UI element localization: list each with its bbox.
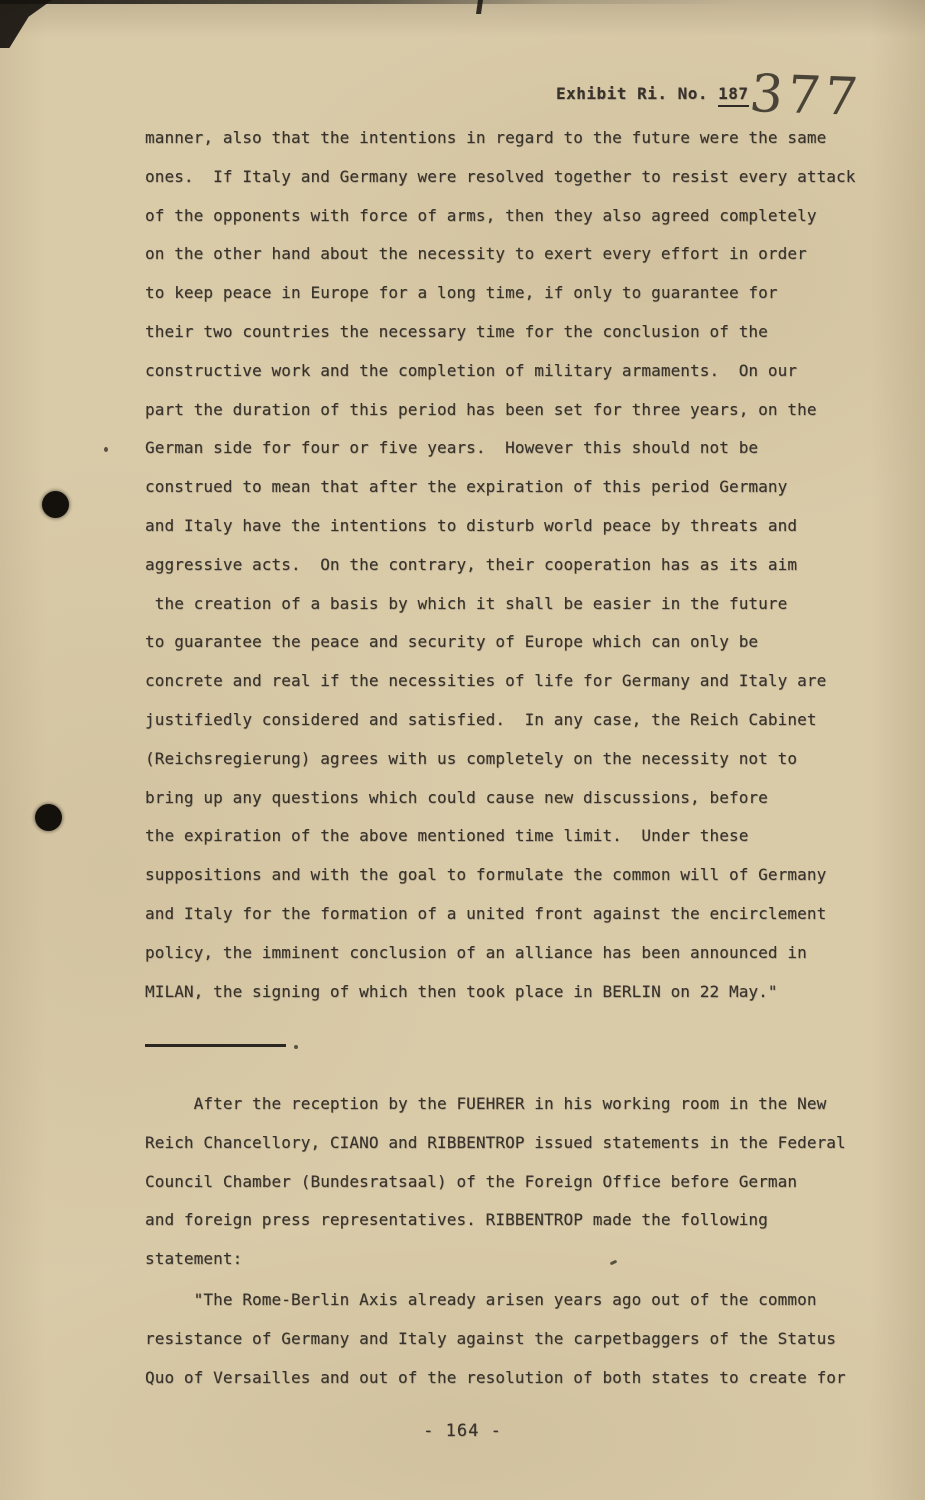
text-line: to guarantee the peace and security of Europe which can only be xyxy=(145,632,759,652)
text-line: the creation of a basis by which it shall be easier in the future xyxy=(145,593,788,613)
paragraph-quote-body xyxy=(145,119,885,1011)
text-line: resistance of Germany and Italy against the carpetbaggers of the Status xyxy=(145,1328,837,1348)
handwritten-number: 377 xyxy=(746,64,865,128)
text-line: to keep peace in Europe for a long time, if only to guarantee for xyxy=(145,283,778,303)
text-line: Quo of Versailles and out of the resolution of both states to create for xyxy=(145,1367,846,1387)
text-line: German side for four or five years. However this should not be xyxy=(145,438,759,458)
text-line: their two countries the necessary time for the conclusion of the xyxy=(145,321,768,341)
separator-line xyxy=(145,1044,286,1047)
paragraph-statement xyxy=(145,1281,885,1397)
text-line: and Italy for the formation of a united front against the encirclement xyxy=(145,903,827,923)
text-line: the expiration of the above mentioned time limit. Under these xyxy=(145,826,749,846)
text-line: constructive work and the completion of military armaments. On our xyxy=(145,360,798,380)
exhibit-number: 187 xyxy=(718,84,748,107)
scan-speck xyxy=(294,1045,298,1049)
scan-speck xyxy=(104,447,108,452)
text-line: suppositions and with the goal to formulate the common will of Germany xyxy=(145,865,827,885)
scan-artifact-corner xyxy=(0,0,52,48)
text-line: Reich Chancellory, CIANO and RIBBENTROP issued statements in the Federal xyxy=(145,1132,846,1152)
scan-artifact-tick xyxy=(476,0,483,14)
text-line: concrete and real if the necessities of life for Germany and Italy are xyxy=(145,671,827,691)
text-line: aggressive acts. On the contrary, their cooperation has as its aim xyxy=(145,554,798,574)
text-line: part the duration of this period has been set for three years, on the xyxy=(145,399,817,419)
scan-artifact-top-edge xyxy=(0,0,925,4)
hole-punch xyxy=(42,491,69,518)
text-line: MILAN, the signing of which then took place in BERLIN on 22 May." xyxy=(145,981,778,1001)
text-line: bring up any questions which could cause new discussions, before xyxy=(145,787,768,807)
text-line: (Reichsregierung) agrees with us completely on the necessity not to xyxy=(145,748,798,768)
text-line: construed to mean that after the expiration of this period Germany xyxy=(145,477,788,497)
text-line: Council Chamber (Bundesratsaal) of the Foreign Office before German xyxy=(145,1171,798,1191)
hole-punch xyxy=(35,804,62,831)
paragraph-narrative xyxy=(145,1085,885,1279)
text-line: After the reception by the FUEHRER in his working room in the New xyxy=(145,1094,827,1113)
text-line: ones. If Italy and Germany were resolved together to resist every attack xyxy=(145,166,856,186)
text-line: on the other hand about the necessity to exert every effort in order xyxy=(145,244,807,264)
page-number: - 164 - xyxy=(423,1421,502,1441)
text-line: statement: xyxy=(145,1249,243,1269)
text-line: justifiedly considered and satisfied. In any case, the Reich Cabinet xyxy=(145,709,817,729)
text-line: and Italy have the intentions to disturb world peace by threats and xyxy=(145,515,798,535)
text-line: policy, the imminent conclusion of an alliance has been announced in xyxy=(145,942,807,962)
exhibit-label xyxy=(556,84,749,103)
exhibit-prefix: Exhibit Ri. No. xyxy=(556,84,719,103)
text-line: manner, also that the intentions in regard to the future were the same xyxy=(145,128,827,147)
text-line: "The Rome-Berlin Axis already arisen years ago out of the common xyxy=(145,1290,817,1309)
text-line: and foreign press representatives. RIBBENTROP made the following xyxy=(145,1210,768,1230)
text-line: of the opponents with force of arms, then they also agreed completely xyxy=(145,205,817,225)
